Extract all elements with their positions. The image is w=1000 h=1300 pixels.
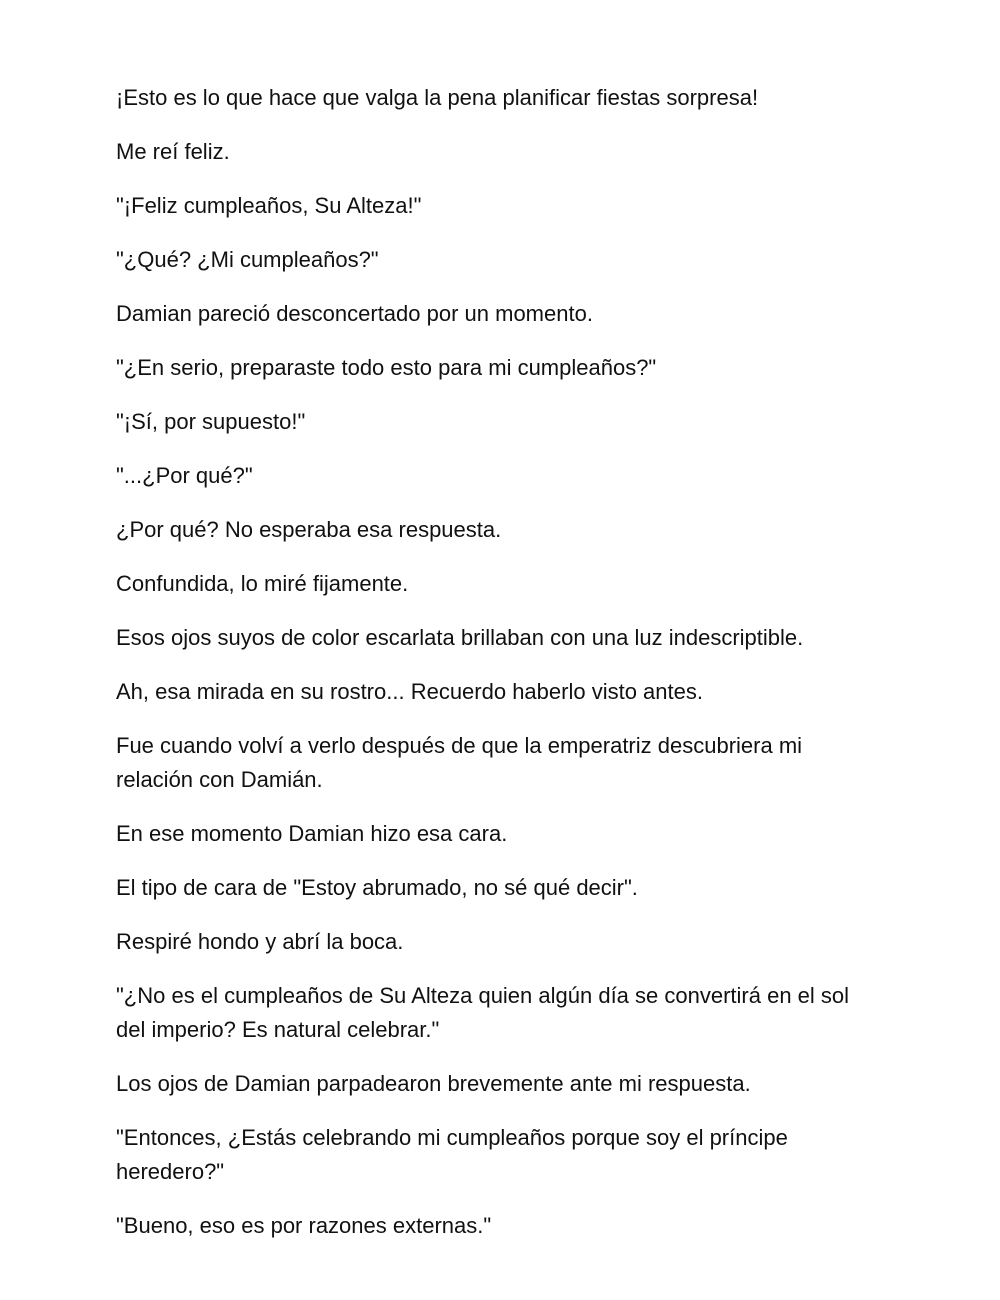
paragraph: "¡Sí, por supuesto!" bbox=[116, 409, 306, 434]
paragraph: El tipo de cara de "Estoy abrumado, no sé qué decir". bbox=[116, 875, 638, 900]
paragraph: En ese momento Damian hizo esa cara. bbox=[116, 821, 508, 846]
paragraph: "Bueno, eso es por razones externas." bbox=[116, 1213, 492, 1238]
paragraph: Respiré hondo y abrí la boca. bbox=[116, 929, 404, 954]
paragraph: "¿No es el cumpleaños de Su Alteza quien algún día se convertirá en el sol del imperio? Es natural celebrar." bbox=[116, 983, 850, 1042]
paragraph: ¿Por qué? No esperaba esa respuesta. bbox=[116, 517, 502, 542]
paragraph: "¿En serio, preparaste todo esto para mi cumpleaños?" bbox=[116, 355, 657, 380]
paragraph: Damian pareció desconcertado por un momento. bbox=[116, 301, 593, 326]
paragraph: Confundida, lo miré fijamente. bbox=[116, 571, 409, 596]
paragraph: "¿Qué? ¿Mi cumpleaños?" bbox=[116, 247, 379, 272]
paragraph: "...¿Por qué?" bbox=[116, 463, 253, 488]
paragraph: Me reí feliz. bbox=[116, 139, 230, 164]
paragraph: ¡Esto es lo que hace que valga la pena planificar fiestas sorpresa! bbox=[116, 85, 759, 110]
paragraph: Esos ojos suyos de color escarlata brillaban con una luz indescriptible. bbox=[116, 625, 804, 650]
paragraph: "¡Feliz cumpleaños, Su Alteza!" bbox=[116, 193, 422, 218]
paragraph: "Entonces, ¿Estás celebrando mi cumpleaños porque soy el príncipe heredero?" bbox=[116, 1125, 788, 1184]
paragraph: Los ojos de Damian parpadearon brevemente ante mi respuesta. bbox=[116, 1071, 751, 1096]
paragraph: Ah, esa mirada en su rostro... Recuerdo haberlo visto antes. bbox=[116, 679, 703, 704]
paragraph: Fue cuando volví a verlo después de que la emperatriz descubriera mi relación con Damián. bbox=[116, 733, 803, 792]
